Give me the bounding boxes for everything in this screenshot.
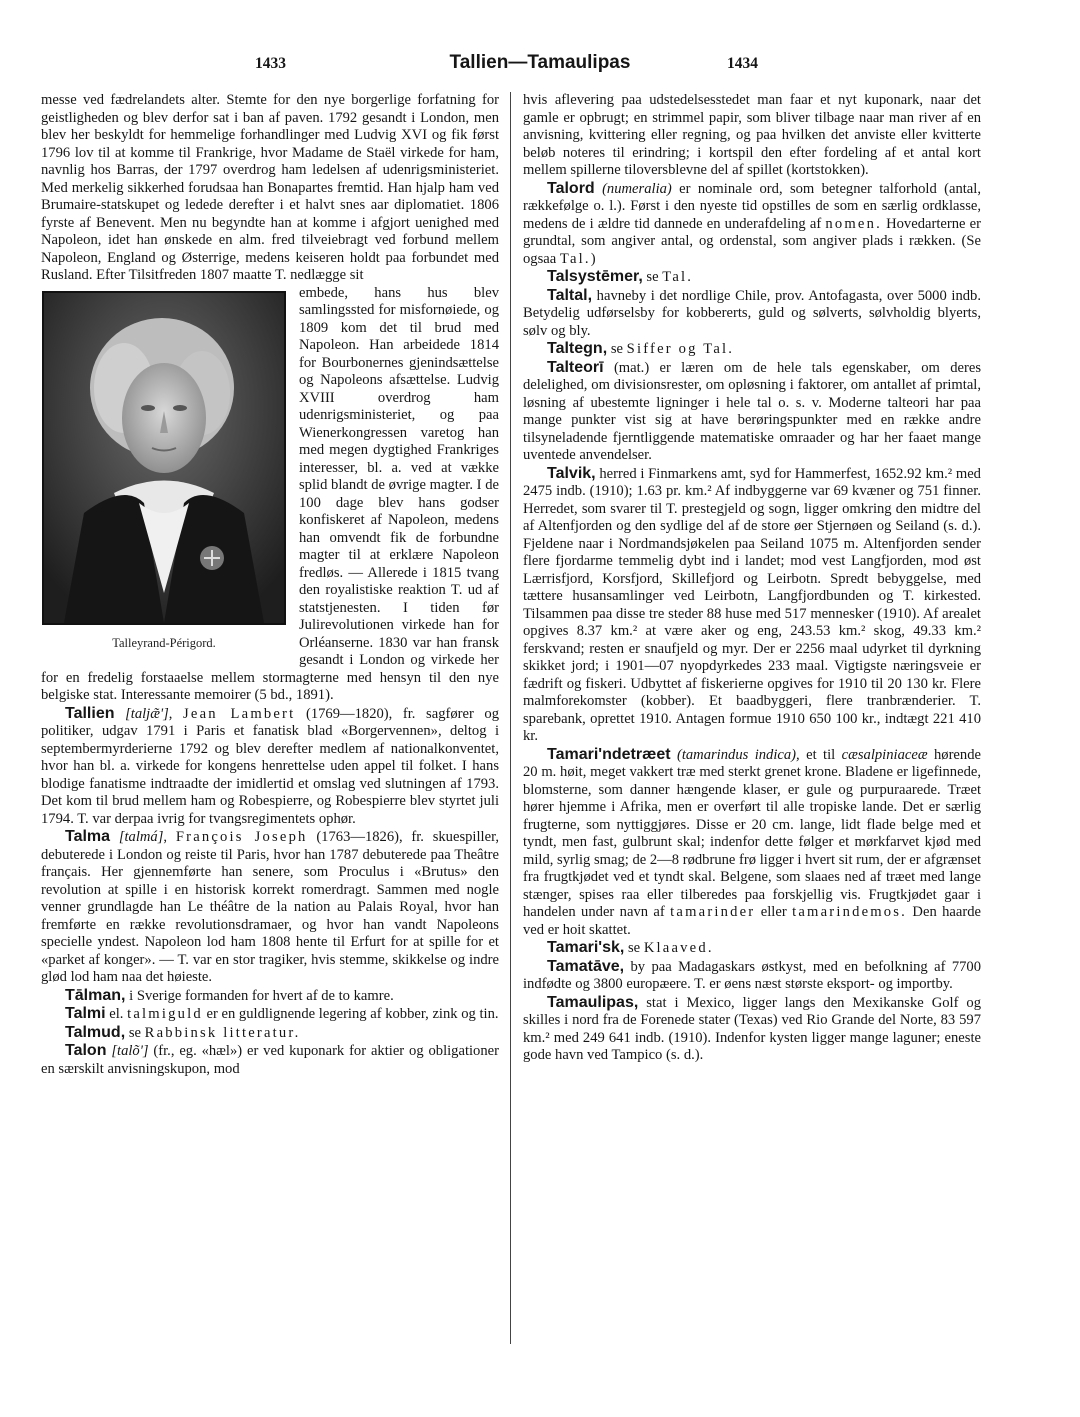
pronunciation-tallien: [taljæ̃']: [125, 705, 169, 722]
entry-talteori: [523, 359, 981, 465]
talleyrand-portrait-image: [42, 291, 286, 625]
right-column: [523, 92, 981, 1065]
pronunciation-talma: [talmá]: [118, 829, 164, 845]
spaced-talord-1: nomen.: [825, 215, 882, 232]
talon-entry-continuation: hvis aflevering paa udstedelsesstedet man faar et nyt kuponark, naar det gamle er opbrugt; en strimmel papir, som bliver tilbage naar man river af en anvisning, kvittering eller regning, og paa hvilken det anviste eller kvitterte beløb noteres til erindring; i kortspil den efter fordeling af et antal kort mellem spillerne tiloversblevne del af spillet (kortstokken).: [523, 92, 981, 178]
talleyrand-entry-continuation: messe ved fædrelandets alter. Stemte for den nye borgerlige forfatning for geistligheden og blev derfor sat i ban af paven. 1792 gesandt i London, men blev her beskyldt for hemmelige forhandlinger med Ludvig XVI og fik først 1796 lov til at komme til Frankrige, hvor Madame de Staël virkede for ham, navnlig hos Barras, der 1797 overdrog ham ledelsen af udenrigsministeriet. Med merkelig sikkerhed forudsaa han Bonapartes fremtid. Han hjalp ham ved Brumaire-statskupet og ledede derefter i et halvt snes aar diplomatiet. 1806 fyrste af Benevent. Men nu begyndte han at komme i afgjort uenighed med Napoleon, idet han ønskede en alm. fred tilveiebragt ved forbund mellem Napoleon, England og Østerrige, medens keiseren holdt paa forbundet med Rusland. Efter Tilsitfreden 1807 maatte T. nedlægge sit: [41, 92, 499, 283]
entry-talsystemer: [523, 268, 981, 287]
name-tallien: Jean Lambert: [183, 705, 296, 722]
text-talman: i Sverige formanden for hvert af de to kamre.: [129, 987, 394, 1004]
crossref-talord: Tal.: [559, 250, 591, 267]
headword-tamarindetraeet: Tamari'ndetræet: [547, 745, 671, 763]
portrait-figure: [41, 291, 287, 653]
headword-tamarisk: Tamari'sk,: [547, 939, 625, 956]
headword-tamatave: Tamatāve,: [547, 957, 625, 975]
crossref-talmud: Rabbinsk litteratur.: [144, 1024, 301, 1041]
latin-talord: (numeralia): [602, 180, 672, 197]
entry-tamarisk: [523, 939, 981, 958]
text-talmi: er en guldlignende legering af kobber, zink og tin.: [206, 1006, 499, 1022]
prefix-taltegn: se: [610, 341, 623, 357]
entry-tamatave: [523, 958, 981, 994]
text-tamaulipas: stat i Mexico, ligger langs den Mexikanske Golf og skilles i nord fra de Forenede stater (Texas) ved Rio Grande del Norte, 83 597 km.² med 249 641 indb. (1910). Indenfor kysten ligger mange laguner; eneste gode havn ved Tampico (s. d.).: [523, 994, 981, 1063]
text-tamarindetraeet-0: et til: [806, 746, 836, 763]
spaced-talmi: talmiguld: [127, 1006, 203, 1022]
text-tamarindetraeet-3: Den haarde ved er hoit skattet.: [523, 904, 982, 938]
headword-taltegn: Taltegn,: [547, 340, 608, 357]
entry-tamaulipas: [523, 994, 981, 1065]
text-taltal: havneby i det nordlige Chile, prov. Antofagasta, over 5000 indb. Betydelig udførselsby for kobbererts, guld og sølverts, sølvholdig blyerts, sølv og bly.: [523, 287, 981, 339]
text-talma: (1763—1826), fr. skuespiller, debuterede i London og reiste til Paris, hvor han 1787 debuterede paa Theâtre français. Her gjennemførte han senere, som Proculus i «Brutus» den revolution at spille i en historisk korrekt romerdragt. Sammen med nogle venner grundlagde han Le théâtre de la nation au Palais Royal, hvor han fremførte en række revolutionsdramaer, og hvor han vandt Napoleons specielle yndest. Napoleon lod ham 1808 hente til Erfurt for at spille for et «parket af konger». — T. var en stor tragiker, hvis stemme, skikkelse og indre glød lod ham naa det høieste.: [41, 829, 499, 985]
headword-talord: Talord: [547, 179, 595, 197]
entry-tamarindetraeet: [523, 746, 981, 940]
entry-talon: [41, 1042, 499, 1078]
headword-talvik: Talvik,: [547, 464, 596, 482]
page-running-title: Tallien—Tamaulipas: [449, 52, 631, 73]
spaced-tamarinder: tamarinder: [670, 904, 756, 920]
portrait-caption: Talleyrand-Périgord.: [112, 635, 216, 650]
prefix-tamarisk: se: [627, 940, 641, 956]
text-talon: (fr., eg. «hæl») er ved kuponark for aktier og obligationer en særskilt anvisningskupon, mod: [41, 1043, 499, 1077]
entry-taltegn: [523, 340, 981, 359]
crossref-talsystemer: Tal.: [662, 269, 694, 285]
name-talma: François Joseph: [175, 829, 308, 845]
spaced-tamarindemos: tamarindemos.: [792, 904, 908, 920]
latin-tamarindetraeet-family: cæsalpiniaceæ: [841, 746, 928, 763]
entry-talman: [41, 987, 499, 1006]
entry-talvik: [523, 465, 981, 746]
text-tamarindetraeet-1: hørende 20 m. høit, meget vakkert træ med sterkt grenet krone. Bladene er ligefinnede, blomsterne, som danner hængende klaser, er gule og purpuraarede. Træet hører hjemme i Afrika, men er overført til alle tropiske lande. Det er særlig frugterne, som nyttiggjøres. Disse er 20 cm. lange, lidt flade belge med et tyndt, men fast, gulbrunt skal; indenfor dette følger et mørkfarvet kjød med mild, syrlig smag; de 2—8 rødbrune frø ligger i hvert sit rum, der er afgrænset fra frugtkjødet ved et tyndt skal. Belgene, som slaaes ned af træet med lange stænger, spises raa eller tilberedes paa forskjellig vis. Frugtkjødet gaar i handelen under navn af: [523, 746, 981, 920]
crossref-taltegn: Siffer og Tal.: [626, 341, 735, 357]
headword-talman: Tālman,: [65, 986, 126, 1004]
text-talord-1: er nominale ord, som betegner talforhold (antal, rækkefølge o. l.). Først i den nyeste tid opstilles de som en særlig ordklasse, medens de i ældre tid dannede en underafdeling af: [523, 180, 981, 232]
prefix-talmi: el.: [109, 1006, 124, 1022]
headword-talteori: Talteorī: [547, 358, 604, 376]
text-tamatave: by paa Madagaskars østkyst, med en befolkning af 7700 indfødte og 3800 europæere. T. er øens næst største eksport- og importby.: [523, 958, 982, 992]
text-tamarindetraeet-2: eller: [760, 904, 787, 920]
headword-talsystemer: Talsystēmer,: [547, 268, 643, 285]
text-talord-end: ): [590, 250, 596, 267]
entry-talma: Talma [talmá], François Joseph (1763—1826), fr. skuespiller, debuterede i London og reiste til Paris, hvor han 1787 debuterede paa Theâtre français. Her gjennemførte han senere, som Proculus i «Brutus» den revolution at spille i en historisk korrekt romerdragt. Sammen med nogle venner grundlagde han Le théâtre de la nation au Palais Royal, hvor han fremførte en række revolutionsdramaer, og hvor han vandt Napoleons specielle yndest. Napoleon lod ham 1808 hente til Erfurt for at spille for et «parket af konger». — T. var en stor tragiker, hvis stemme, skikkelse og indre glød lod ham naa det høieste.: [41, 828, 499, 985]
latin-tamarindetraeet: (tamarindus indica),: [676, 746, 800, 763]
headword-tallien: Tallien: [65, 704, 115, 722]
headword-talon: Talon: [65, 1042, 107, 1059]
prefix-talmud: se: [128, 1024, 141, 1041]
left-column: [41, 92, 499, 1078]
column-divider: [510, 92, 511, 1344]
headword-talma: Talma: [65, 828, 111, 845]
entry-talmi: [41, 1005, 499, 1024]
headword-talmi: Talmi: [65, 1005, 106, 1022]
entry-talord: [523, 180, 981, 269]
headword-tamaulipas: Tamaulipas,: [547, 993, 639, 1011]
page-number-right: 1434: [727, 55, 758, 72]
prefix-talsystemer: se: [646, 269, 659, 285]
text-talord-2: Hovedarterne er grundtal, som angiver antal, og ordenstal, som angiver plads i rækken. (Se ogsaa: [523, 215, 981, 267]
headword-taltal: Taltal,: [547, 286, 593, 304]
entry-talmud: [41, 1024, 499, 1043]
page-number-left: 1433: [255, 55, 286, 72]
crossref-tamarisk: Klaaved.: [643, 940, 714, 956]
text-talvik: herred i Finmarkens amt, syd for Hammerfest, 1652.92 km.² med 2475 indb. (1910); 1.63 pr. km.² Af indbyggerne var 69 kvæner og 751 finner. Herredet, som svarer til T. prestegjeld og sogn, ligger omkring den midtre del af Altenfjorden og den sydlige del af de store øer Stjernøen og Seiland (s. d.). Fjeldene naar i Nordmandsjøkelen paa Seiland 1075 m. Altenfjorden sender flere fjordarme temmelig dybt ind i landet; mod vest Langfjorden, mod øst Lærrisfjord, Korsfjord, Skillefjord og Leirbotn. Spredt bebyggelse, med tættere husansamlinger ved Leirbotn, Langfjordbunden og T. kirkested. Tilsammen paa disse tre steder 88 huse med 517 mennesker (1910). Af arealet opgives 8.37 km.² at være aker og eng, 243.53 km.² skog, 49.33 km.² ferskvand; resten er snaufjeld og myr. Der er 2256 maal udyrket til dyrkning skikket jord; i 1901—07 nyopdyrkedes 233 maal. Vigtigste næringsveie er fædrift og fiskeri. Udbyttet af fiskerierne opgives for 1910 til 20 130 kr. Flere malmforekomster (kobber). Et baadbyggeri, flere tranbrænderier. T. sparebank, oprettet 1910. Antagen formue 1910 650 100 kr., indtægt 221 410 kr.: [523, 465, 981, 744]
headword-talmud: Talmud,: [65, 1023, 126, 1041]
text-tallien: (1769—1820), fr. sagfører og politiker, udgav 1791 i Paris et fanatisk blad «Borgervennen», deltog i septembermyrderierne 1792 og blev derefter medlem af nationalkonventet, hvor han bl. a. virkede for kongens henrettelse uden appel til folket. I hans blodige fanatisme indtraadte der imidlertid et omslag ved slutningen af 1793. Det kom til brud mellem ham og Robespierre, og Robespierre blev styrtet juli 1794. T. var derpaa ivrig for tvangsregimentets ophør.: [41, 705, 500, 827]
entry-taltal: [523, 287, 981, 341]
entry-tallien: Tallien [taljæ̃'], Jean Lambert (1769—1820), fr. sagfører og politiker, udgav 1791 i Paris et fanatisk blad «Borgervennen», deltog i septembermyrderierne 1792 og blev derefter medlem af nationalkonventet, hvor han bl. a. virkede for kongens henrettelse uden appel til folket. I hans blodige fanatisme indtraadte der imidlertid et omslag ved slutningen af 1793. Det kom til brud mellem ham og Robespierre, og Robespierre blev styrtet juli 1794. T. var derpaa ivrig for tvangsregimentets ophør.: [41, 704, 500, 827]
text-talteori: (mat.) er læren om de hele tals egenskaber, om deres delelighed, om divisionsrester, om opløsning i faktorer, om antallet af primtal, løsning af ubestemte ligninger i hele tal o. s. v. Moderne talteori har paa mange punkter vist sig at have berøringspunkter med en række andre tilsyneladende fjerntliggende matematiske omraader og har her faaet mange uventede anvendelser.: [523, 359, 981, 463]
talleyrand-entry-wrap: embede, hans hus blev samlingssted for misfornøiede, og 1809 kom det til brud med Napoleon. Han arbeidede 1814 for Bourbonernes gjenindsættelse og Napoleons afsættelse. Ludvig XVIII overdrog ham udenrigsministeriet, og paa Wienerkongressen varetog han med megen dygtighed Frankriges interesser, bl. a. ved at vække splid blandt de øvrige magter. I de 100 dage blev hans godser konfiskeret af Napoleon, medens han omvendt fik de forbundne magter til at erklære Napoleon fredløs. — Allerede i 1815 tvang den royalistiske reaktion T. ud af statstjenesten. I tiden før Julirevolutionen virkede han for Orléanserne. 1830 var han fransk gesandt i London og virkede her for en fredelig forstaaelse mellem stormagterne med hensyn til den nye belgiske stat. Interessante memoirer (5 bd., 1891).: [41, 284, 499, 703]
pronunciation-talon: [talõ']: [111, 1043, 149, 1059]
portrait-illustration: [44, 293, 284, 623]
